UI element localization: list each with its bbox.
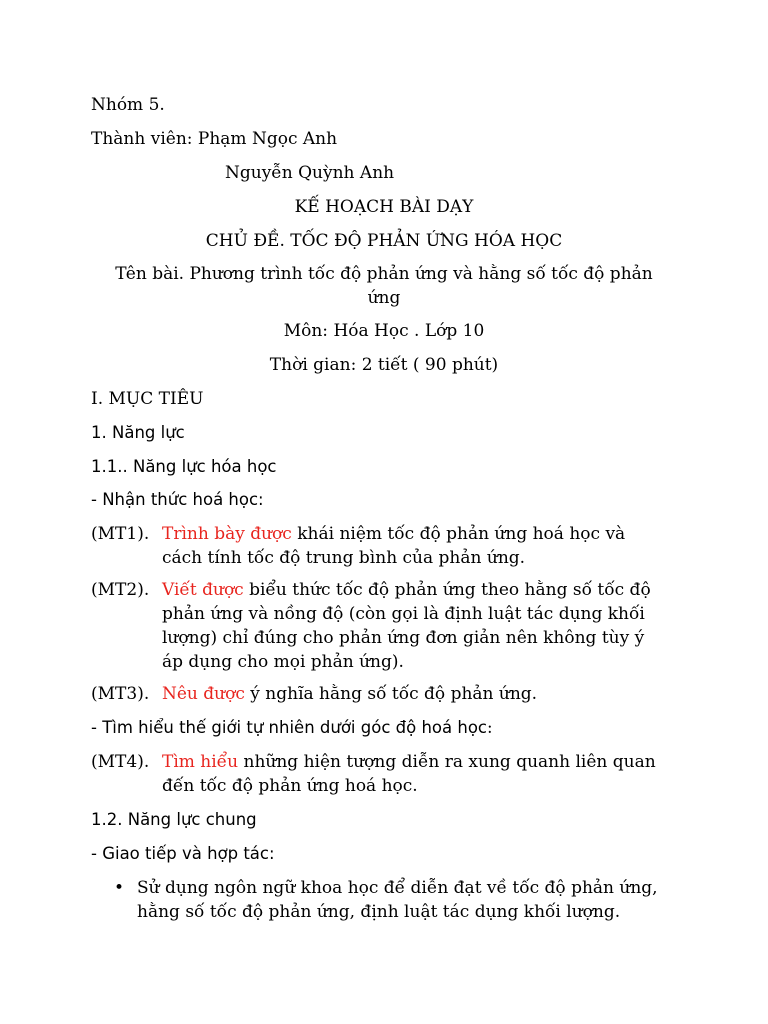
objective-line: Viết được biểu thức tốc độ phản ứng theo hằng số tốc độ xyxy=(162,580,651,600)
topic-title: CHỦ ĐỀ. TỐC ĐỘ PHẢN ỨNG HÓA HỌC xyxy=(205,231,563,251)
group-label: Nhóm 5. xyxy=(91,95,165,115)
objective-verb: Tìm hiểu xyxy=(162,752,239,772)
objective-line: đến tốc độ phản ứng hoá học. xyxy=(162,776,418,796)
section-heading-chem-competency: 1.1.. Năng lực hóa học xyxy=(91,457,277,476)
objective-line: áp dụng cho mọi phản ứng). xyxy=(162,652,404,672)
time-line: Thời gian: 2 tiết ( 90 phút) xyxy=(269,355,499,375)
objective-verb: Viết được xyxy=(162,580,244,600)
subject-line: Môn: Hóa Học . Lớp 10 xyxy=(283,321,485,341)
bullet-item-line: Sử dụng ngôn ngữ khoa học để diễn đạt về tốc độ phản ứng, xyxy=(137,878,658,898)
lesson-title-line2: ứng xyxy=(367,288,401,308)
section-heading-awareness: - Nhận thức hoá học: xyxy=(91,490,264,509)
objective-line: Trình bày được khái niệm tốc độ phản ứng hoá học và xyxy=(162,524,626,544)
objective-verb: Trình bày được xyxy=(162,524,292,544)
section-heading-general-competency: 1.2. Năng lực chung xyxy=(91,810,257,829)
section-heading-explore: - Tìm hiểu thế giới tự nhiên dưới góc độ hoá học: xyxy=(91,718,493,737)
lesson-title-line1: Tên bài. Phương trình tốc độ phản ứng và hằng số tốc độ phản xyxy=(115,264,653,284)
objective-code: (MT1). xyxy=(91,524,150,544)
section-heading-objectives: I. MỤC TIÊU xyxy=(91,389,204,409)
bullet-icon: • xyxy=(114,878,125,898)
plan-title: KẾ HOẠCH BÀI DẠY xyxy=(294,197,474,217)
objective-verb: Nêu được xyxy=(162,684,245,704)
objective-code: (MT4). xyxy=(91,752,150,772)
objective-line: Nêu được ý nghĩa hằng số tốc độ phản ứng. xyxy=(162,684,538,704)
bullet-item-line: hằng số tốc độ phản ứng, định luật tác dụng khối lượng. xyxy=(137,902,621,922)
members-label: Thành viên: Phạm Ngọc Anh xyxy=(91,129,338,149)
objective-line: cách tính tốc độ trung bình của phản ứng. xyxy=(162,548,526,568)
objective-line: Tìm hiểu những hiện tượng diễn ra xung quanh liên quan xyxy=(162,752,656,772)
objective-code: (MT2). xyxy=(91,580,150,600)
objective-line: phản ứng và nồng độ (còn gọi là định luật tác dụng khối xyxy=(162,604,645,624)
section-heading-competency: 1. Năng lực xyxy=(91,423,185,442)
section-heading-communication: - Giao tiếp và hợp tác: xyxy=(91,844,275,863)
member-name: Nguyễn Quỳnh Anh xyxy=(225,163,395,183)
objective-line: lượng) chỉ đúng cho phản ứng đơn giản nên không tùy ý xyxy=(162,628,645,648)
objective-code: (MT3). xyxy=(91,684,150,704)
